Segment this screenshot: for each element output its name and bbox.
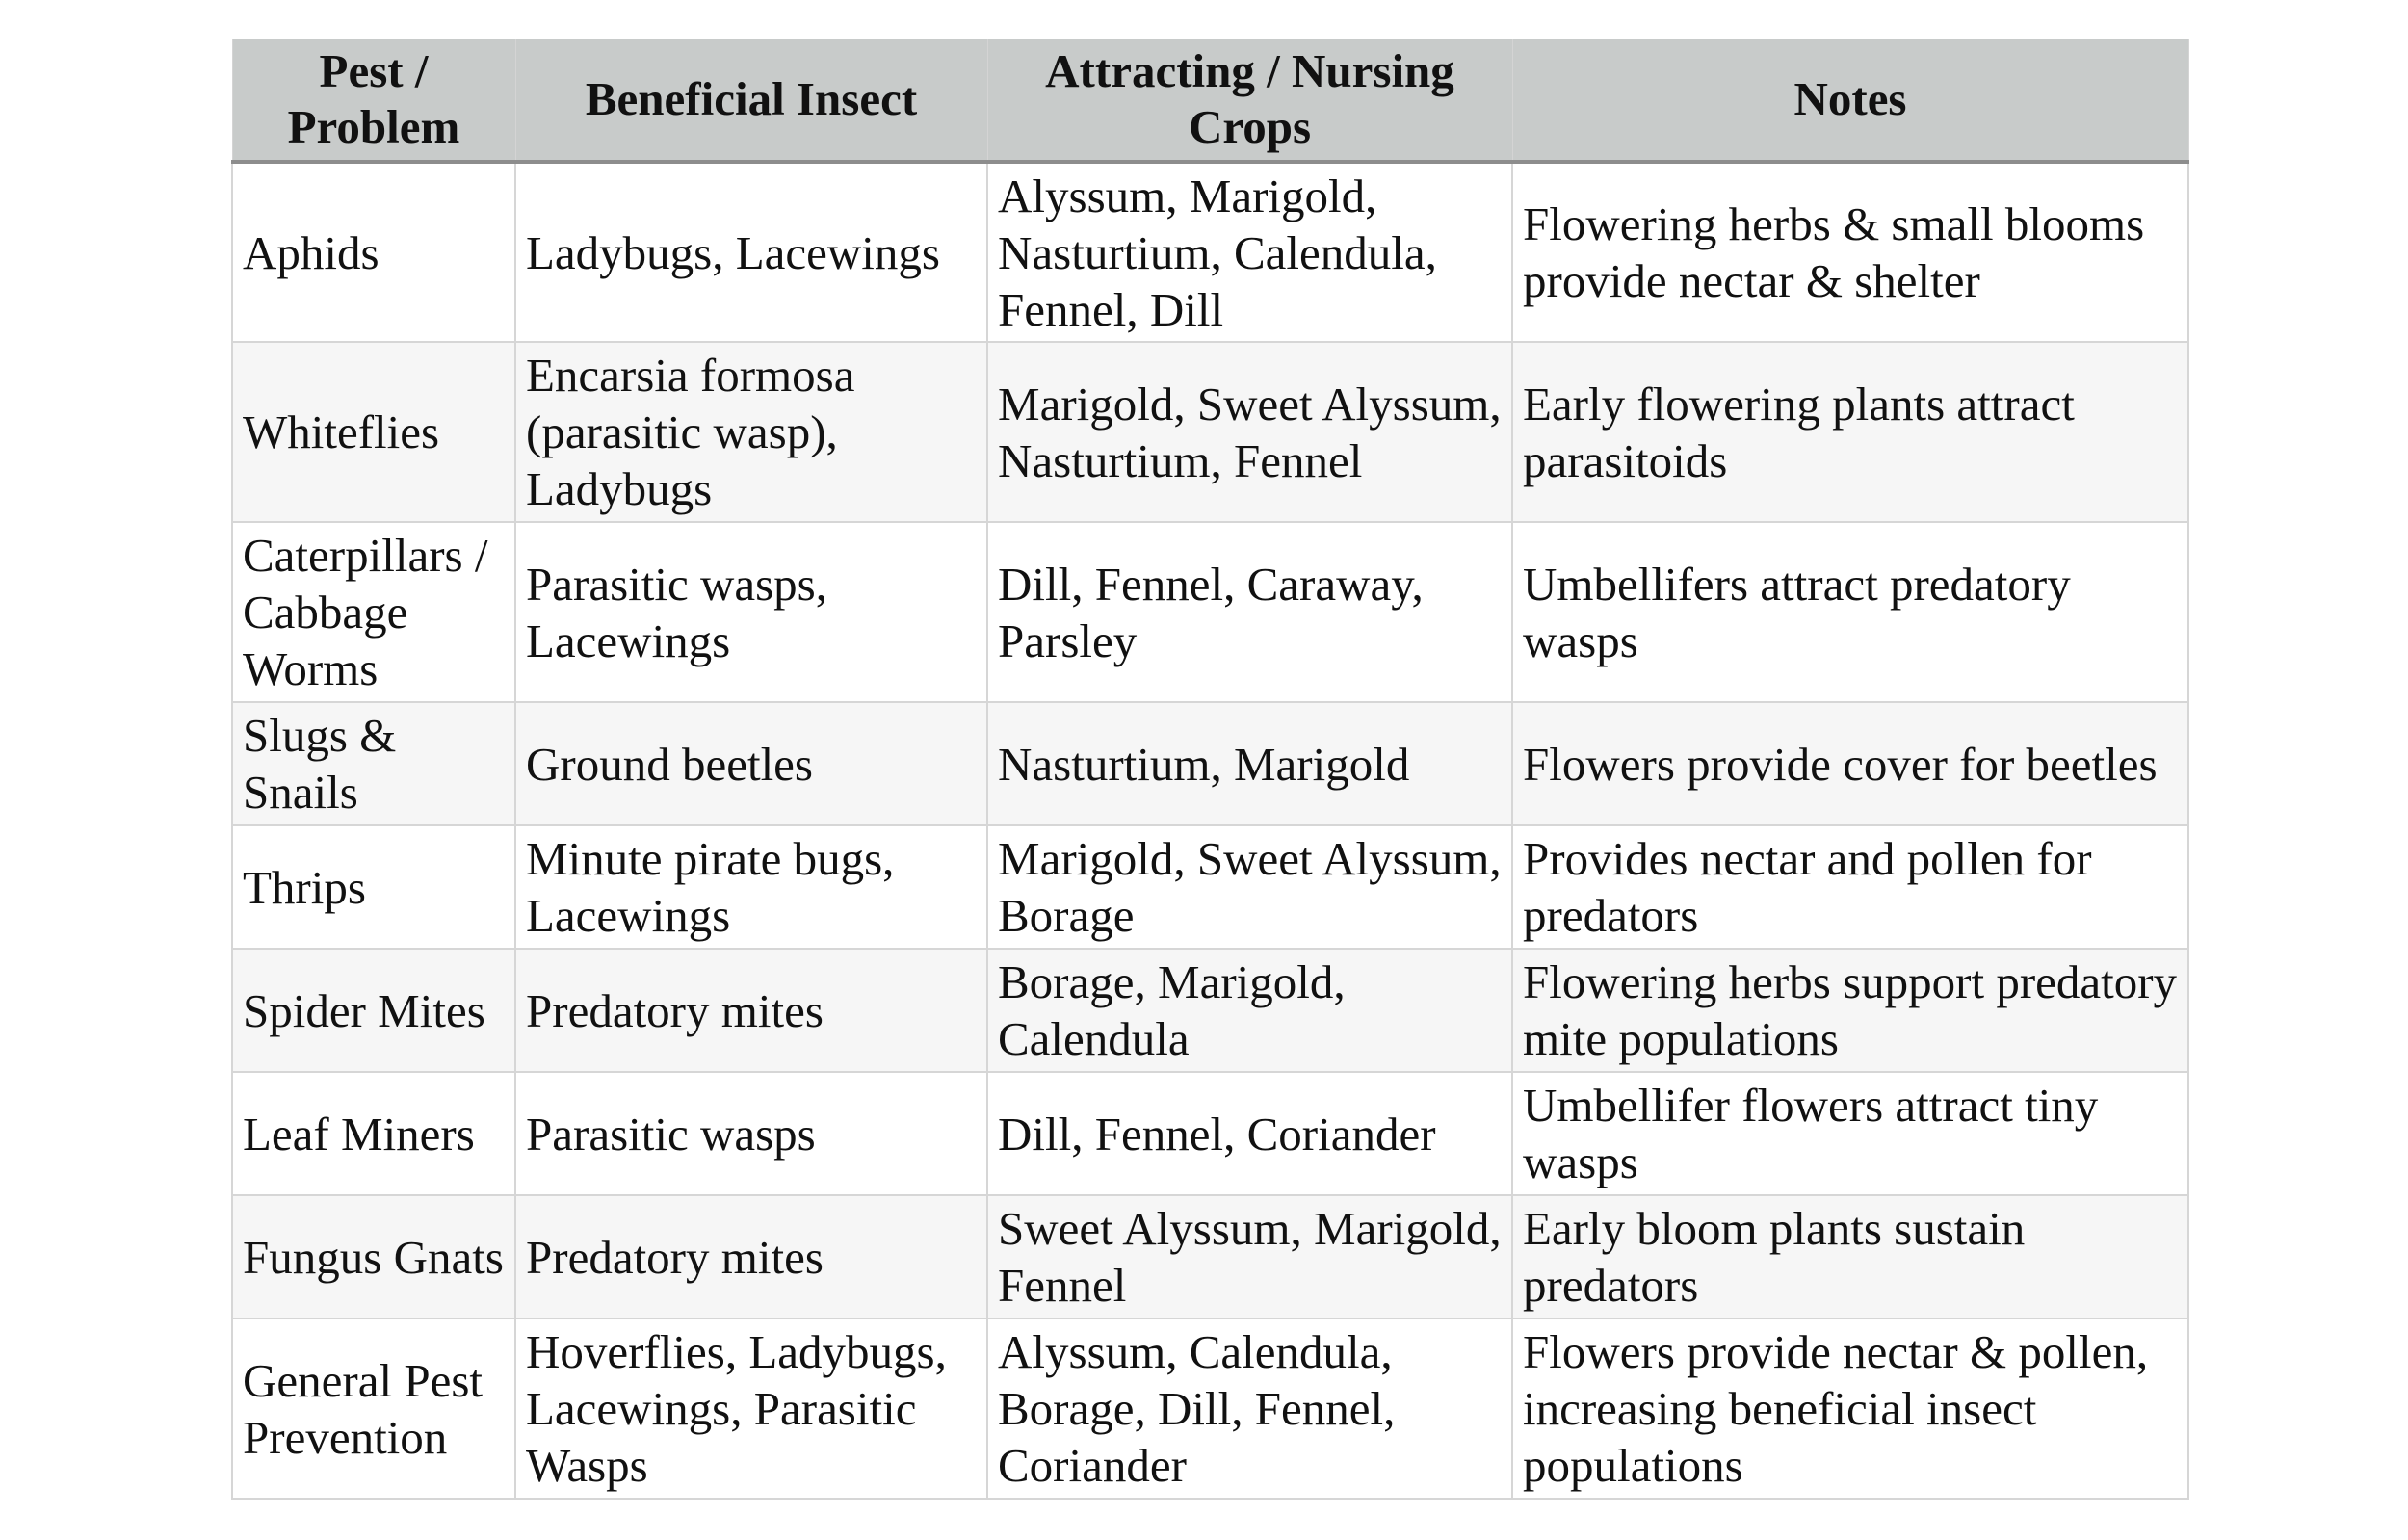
cell-crops: Alyssum, Calendula, Borage, Dill, Fennel, Coriander (987, 1318, 1512, 1499)
cell-crops: Alyssum, Marigold, Nasturtium, Calendula, Fennel, Dill (987, 162, 1512, 342)
cell-crops: Borage, Marigold, Calendula (987, 949, 1512, 1072)
cell-notes: Flowering herbs & small blooms provide nectar & shelter (1512, 162, 2188, 342)
cell-pest: Aphids (232, 162, 515, 342)
cell-insect: Minute pirate bugs, Lacewings (515, 825, 987, 949)
table-body (232, 162, 2188, 1499)
table-row (232, 342, 2188, 522)
cell-notes: Early bloom plants sustain predators (1512, 1195, 2188, 1318)
header-beneficial-insect: Beneficial Insect (515, 39, 987, 162)
table-row (232, 825, 2188, 949)
cell-pest: Whiteflies (232, 342, 515, 522)
cell-notes: Umbellifers attract predatory wasps (1512, 522, 2188, 702)
cell-insect: Ladybugs, Lacewings (515, 162, 987, 342)
table-header (232, 39, 2188, 162)
beneficial-insect-table (231, 39, 2189, 1500)
table-row (232, 1072, 2188, 1195)
cell-pest: Spider Mites (232, 949, 515, 1072)
cell-notes: Umbellifer flowers attract tiny wasps (1512, 1072, 2188, 1195)
cell-notes: Flowers provide cover for beetles (1512, 702, 2188, 825)
cell-insect: Hoverflies, Ladybugs, Lacewings, Parasitic Wasps (515, 1318, 987, 1499)
cell-insect: Predatory mites (515, 949, 987, 1072)
cell-insect: Predatory mites (515, 1195, 987, 1318)
cell-pest: Fungus Gnats (232, 1195, 515, 1318)
cell-notes: Flowering herbs support predatory mite populations (1512, 949, 2188, 1072)
cell-crops: Dill, Fennel, Caraway, Parsley (987, 522, 1512, 702)
cell-pest: Caterpillars / Cabbage Worms (232, 522, 515, 702)
table-row (232, 1195, 2188, 1318)
pest-table-container (231, 39, 2187, 1500)
cell-crops: Dill, Fennel, Coriander (987, 1072, 1512, 1195)
header-attracting-nursing-crops: Attracting / Nursing Crops (987, 39, 1512, 162)
cell-insect: Parasitic wasps (515, 1072, 987, 1195)
cell-pest: Thrips (232, 825, 515, 949)
cell-crops: Nasturtium, Marigold (987, 702, 1512, 825)
cell-insect: Encarsia formosa (parasitic wasp), Ladybugs (515, 342, 987, 522)
table-row (232, 1318, 2188, 1499)
cell-insect: Parasitic wasps, Lacewings (515, 522, 987, 702)
cell-pest: Slugs & Snails (232, 702, 515, 825)
cell-insect: Ground beetles (515, 702, 987, 825)
table-row (232, 162, 2188, 342)
cell-pest: General Pest Prevention (232, 1318, 515, 1499)
cell-notes: Early flowering plants attract parasitoids (1512, 342, 2188, 522)
cell-crops: Sweet Alyssum, Marigold, Fennel (987, 1195, 1512, 1318)
table-row (232, 702, 2188, 825)
cell-notes: Flowers provide nectar & pollen, increasing beneficial insect populations (1512, 1318, 2188, 1499)
cell-notes: Provides nectar and pollen for predators (1512, 825, 2188, 949)
cell-crops: Marigold, Sweet Alyssum, Nasturtium, Fennel (987, 342, 1512, 522)
cell-pest: Leaf Miners (232, 1072, 515, 1195)
table-row (232, 949, 2188, 1072)
header-pest-problem: Pest / Problem (232, 39, 515, 162)
header-notes: Notes (1512, 39, 2188, 162)
cell-crops: Marigold, Sweet Alyssum, Borage (987, 825, 1512, 949)
header-row (232, 39, 2188, 162)
table-row (232, 522, 2188, 702)
